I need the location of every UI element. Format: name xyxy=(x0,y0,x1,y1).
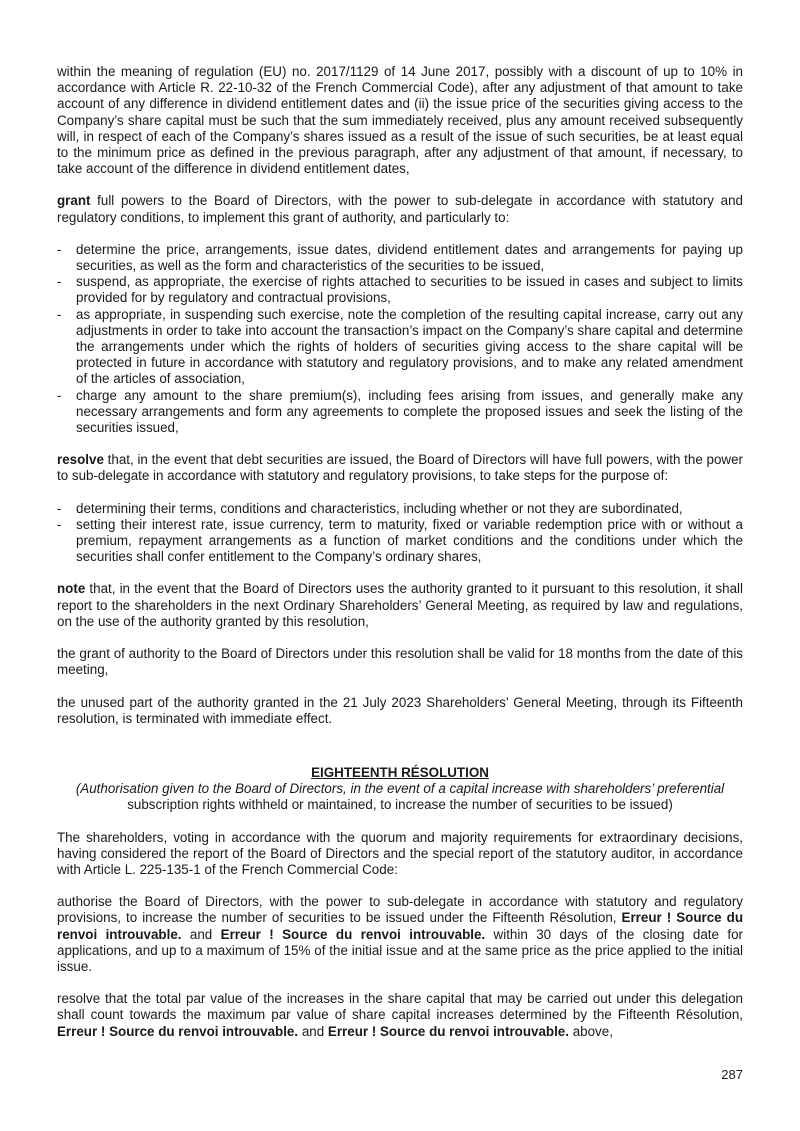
resolution-subtitle-italic: (Authorisation given to the Board of Directors, in the event of a capital increase with shareholders’ preferential xyxy=(75,781,725,797)
authorise-text-a: authorise the Board of Directors, with the power to sub-delegate in accordance with statutory and regulatory provisions, to increase the number of securities to be issued under the Fifteenth Résolution, xyxy=(57,894,743,926)
grant-powers-list xyxy=(57,242,743,436)
paragraph-resolve-par-value xyxy=(57,991,743,1040)
resolve-text-a: resolve that the total par value of the increases in the share capital that may be carried out under this delegation shall count towards the maximum par value of share capital increases determined by the Fifteenth Résolution, xyxy=(57,991,743,1023)
list-item: - determine the price, arrangements, issue dates, dividend entitlement dates and arrangements for paying up securities, as well as the form and characteristics of the securities to be issued, xyxy=(57,242,743,274)
list-item: - determining their terms, conditions and characteristics, including whether or not they are subordinated, xyxy=(57,501,743,517)
paragraph-note xyxy=(57,581,743,630)
keyword-note: note xyxy=(57,581,86,597)
resolve-text-b: above, xyxy=(568,1023,613,1039)
authorise-text-and: and xyxy=(181,926,221,942)
keyword-grant: grant xyxy=(57,193,91,209)
list-item: - suspend, as appropriate, the exercise of rights attached to securities to be issued in cases and subject to limits provided for by regulatory and contractual provisions, xyxy=(57,274,743,306)
paragraph-authorise xyxy=(57,894,743,975)
list-item: - setting their interest rate, issue currency, term to maturity, fixed or variable redemption price with or without a premium, repayment arrangements as a function of market conditions and the conditions under which the securities shall confer entitlement to the Company’s ordinary shares, xyxy=(57,517,743,566)
list-item: - charge any amount to the share premium(s), including fees arising from issues, and generally make any necessary arrangements and form any agreements to complete the proposed issues and seek the listing of the securities issued, xyxy=(57,388,743,437)
paragraph-grant-text: full powers to the Board of Directors, with the power to sub-delegate in accordance with statutory and regulatory conditions, to implement this grant of authority, and particularly to: xyxy=(57,193,743,225)
paragraph-validity: the grant of authority to the Board of Directors under this resolution shall be valid for 18 months from the date of this meeting, xyxy=(57,646,743,678)
resolution-title: EIGHTEENTH RÉSOLUTION xyxy=(311,764,489,780)
paragraph-note-text: that, in the event that the Board of Directors uses the authority granted to it pursuant to this resolution, it shall report to the shareholders in the next Ordinary Shareholders’ General Meeting, as required by law and regulations, on the use of the authority granted by this resolution, xyxy=(57,581,743,629)
paragraph-resolve-debt xyxy=(57,452,743,484)
reference-error: Erreur ! Source du renvoi introuvable. xyxy=(57,910,743,942)
paragraph-resolve-text: that, in the event that debt securities are issued, the Board of Directors will have full powers, with the power to sub-delegate in accordance with statutory and regulatory provisions, to take steps for the purpose of: xyxy=(57,452,743,484)
paragraph-shareholders-intro: The shareholders, voting in accordance with the quorum and majority requirements for extraordinary decisions, having considered the report of the Board of Directors and the special report of the statutory auditor, in accordance with Article L. 225-135-1 of the French Commercial Code: xyxy=(57,829,743,877)
reference-error: Erreur ! Source du renvoi introuvable. xyxy=(327,1023,569,1039)
resolution-subtitle xyxy=(57,781,743,813)
debt-securities-list xyxy=(57,501,743,566)
reference-error: Erreur ! Source du renvoi introuvable. xyxy=(220,926,486,942)
paragraph-grant xyxy=(57,193,743,225)
paragraph-termination: the unused part of the authority granted in the 21 July 2023 Shareholders’ General Meeting, through its Fifteenth resolution, is terminated with immediate effect. xyxy=(57,694,743,726)
resolve-text-and: and xyxy=(298,1023,328,1039)
list-item: - as appropriate, in suspending such exercise, note the completion of the resulting capital increase, carry out any adjustments in order to take into account the transaction’s impact on the Company’s share capital and determine the arrangements under which the rights of holders of securities giving access to the share capital will be protected in future in accordance with statutory and regulatory provisions, and to make any related amendment of the articles of association, xyxy=(57,307,743,388)
paragraph-price-conditions: within the meaning of regulation (EU) no. 2017/1129 of 14 June 2017, possibly with a discount of up to 10% in accordance with Article R. 22-10-32 of the French Commercial Code), after any adjustment of that amount to take account of any difference in dividend entitlement dates and (ii) the issue price of the securities giving access to the Company’s share capital must be such that the sum immediately received, plus any amount received subsequently will, in respect of each of the Company’s shares issued as a result of the issue of such securities, be at least equal to the minimum price as defined in the previous paragraph, after any adjustment of that amount, if necessary, to take account of the difference in dividend entitlement dates, xyxy=(57,64,743,177)
keyword-resolve: resolve xyxy=(57,452,104,468)
reference-error: Erreur ! Source du renvoi introuvable. xyxy=(57,1023,299,1039)
document-page xyxy=(57,64,743,1056)
page-number: 287 xyxy=(721,1067,743,1082)
resolution-subtitle-normal: subscription rights withheld or maintained, to increase the number of securities to be issued) xyxy=(127,797,673,813)
authorise-text-b: within 30 days of the closing date for applications, and up to a maximum of 15% of the initial issue and at the same price as the price applied to the initial issue. xyxy=(57,926,743,974)
